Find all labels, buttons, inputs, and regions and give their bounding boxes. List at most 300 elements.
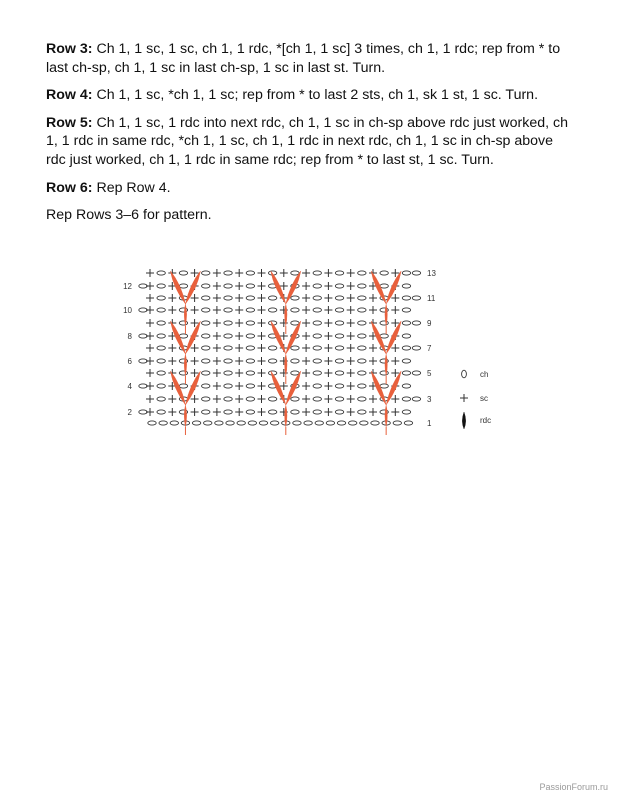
chain-stitch: [224, 384, 232, 388]
chain-stitch: [358, 284, 366, 288]
chain-stitch: [179, 271, 187, 275]
single-crochet-stitch: [369, 395, 377, 403]
chain-stitch: [246, 410, 254, 414]
chain-stitch: [313, 359, 321, 363]
chain-stitch: [291, 308, 299, 312]
single-crochet-stitch: [146, 395, 154, 403]
row-number-right: 5: [427, 369, 432, 378]
chain-stitch: [268, 397, 276, 401]
single-crochet-stitch: [168, 357, 176, 365]
single-crochet-stitch: [324, 344, 332, 352]
chain-stitch: [402, 334, 410, 338]
single-crochet-stitch: [391, 408, 399, 416]
single-crochet-stitch: [324, 319, 332, 327]
chain-stitch: [412, 397, 420, 401]
single-crochet-stitch: [347, 382, 355, 390]
chain-stitch: [335, 308, 343, 312]
single-crochet-stitch: [324, 395, 332, 403]
chart-legend: [460, 370, 491, 429]
chain-stitch: [335, 271, 343, 275]
single-crochet-stitch: [258, 357, 266, 365]
single-crochet-stitch: [258, 319, 266, 327]
crochet-stitch-chart: [110, 262, 510, 442]
single-crochet-stitch: [324, 282, 332, 290]
single-crochet-stitch: [146, 369, 154, 377]
chain-stitch: [157, 397, 165, 401]
chain-stitch: [402, 410, 410, 414]
raised-double-crochet: [385, 304, 387, 326]
chain-stitch: [139, 308, 147, 312]
single-crochet-stitch: [347, 369, 355, 377]
chain-stitch: [291, 359, 299, 363]
chain-stitch: [335, 334, 343, 338]
chain-stitch: [402, 359, 410, 363]
single-crochet-stitch: [258, 294, 266, 302]
chain-stitch: [224, 284, 232, 288]
row-number-right: 9: [427, 319, 432, 328]
single-crochet-stitch: [168, 306, 176, 314]
single-crochet-stitch: [191, 357, 199, 365]
chain-stitch: [402, 397, 410, 401]
single-crochet-stitch: [391, 395, 399, 403]
single-crochet-stitch: [235, 395, 243, 403]
chain-stitch: [360, 421, 368, 425]
chain-stitch: [268, 308, 276, 312]
single-crochet-stitch: [191, 294, 199, 302]
single-crochet-stitch: [213, 306, 221, 314]
chain-stitch: [224, 371, 232, 375]
chain-stitch: [139, 384, 147, 388]
single-crochet-stitch: [302, 269, 310, 277]
chain-stitch: [313, 410, 321, 414]
chain-stitch: [179, 371, 187, 375]
row-3-instruction: Row 3: Ch 1, 1 sc, 1 sc, ch 1, 1 rdc, *[ch 1, 1 sc] 3 times, ch 1, 1 rdc; rep from * to last ch-sp, ch 1, 1 sc in last ch-sp, 1 sc in last st. Turn.: [46, 41, 561, 76]
chain-stitch: [224, 410, 232, 414]
chain-stitch: [179, 334, 187, 338]
chain-stitch: [402, 321, 410, 325]
single-crochet-stitch: [347, 282, 355, 290]
chain-stitch: [358, 397, 366, 401]
rdc-cluster: [170, 271, 200, 334]
chain-stitch: [139, 334, 147, 338]
single-crochet-stitch: [347, 344, 355, 352]
row-number-right: 1: [427, 419, 432, 428]
single-crochet-stitch: [302, 369, 310, 377]
single-crochet-stitch: [369, 294, 377, 302]
chain-stitch: [202, 359, 210, 363]
chain-stitch: [402, 371, 410, 375]
chain-stitch: [202, 371, 210, 375]
single-crochet-stitch: [213, 344, 221, 352]
chain-stitch: [412, 346, 420, 350]
chain-stitch: [202, 308, 210, 312]
single-crochet-stitch: [258, 306, 266, 314]
pattern-instructions: [46, 40, 576, 234]
chain-stitch: [402, 296, 410, 300]
chain-stitch: [404, 421, 412, 425]
chain-stitch: [179, 284, 187, 288]
row-number-right: 11: [427, 294, 436, 303]
chain-stitch: [335, 371, 343, 375]
single-crochet-stitch: [213, 319, 221, 327]
chain-stitch: [157, 384, 165, 388]
single-crochet-stitch: [302, 344, 310, 352]
chain-stitch: [313, 308, 321, 312]
chain-stitch: [349, 421, 357, 425]
row-4-instruction: Row 4: Ch 1, 1 sc, *ch 1, 1 sc; rep from * to last 2 sts, ch 1, sk 1 st, 1 sc. Turn.: [46, 87, 539, 104]
single-crochet-stitch: [258, 408, 266, 416]
chain-stitch: [291, 371, 299, 375]
chain-stitch: [268, 359, 276, 363]
chain-stitch: [402, 271, 410, 275]
single-crochet-stitch: [258, 382, 266, 390]
single-crochet-stitch: [191, 344, 199, 352]
single-crochet-stitch: [168, 344, 176, 352]
row-number-left: 8: [127, 332, 132, 341]
rdc-cluster: [371, 271, 401, 334]
single-crochet-stitch: [347, 395, 355, 403]
single-crochet-stitch: [235, 408, 243, 416]
row-number-left: 4: [127, 382, 132, 391]
row-number-left: 10: [123, 306, 132, 315]
single-crochet-stitch: [324, 294, 332, 302]
raised-double-crochet: [385, 354, 387, 376]
chain-stitch: [246, 284, 254, 288]
chain-stitch: [202, 284, 210, 288]
chain-stitch: [313, 346, 321, 350]
single-crochet-stitch: [369, 306, 377, 314]
chain-stitch: [291, 397, 299, 401]
chain-stitch: [157, 321, 165, 325]
single-crochet-stitch: [302, 395, 310, 403]
single-crochet-stitch: [391, 294, 399, 302]
chain-stitch: [358, 334, 366, 338]
stitch-grid: [139, 269, 421, 435]
row-number-left: 12: [123, 282, 132, 291]
raised-double-crochet: [385, 405, 387, 427]
chain-stitch: [402, 346, 410, 350]
chain-stitch: [224, 334, 232, 338]
chain-stitch: [402, 308, 410, 312]
single-crochet-stitch: [347, 294, 355, 302]
chain-stitch: [380, 371, 388, 375]
chain-stitch: [335, 296, 343, 300]
raised-double-crochet: [184, 354, 186, 376]
chain-stitch: [380, 334, 388, 338]
chain-stitch: [293, 421, 301, 425]
single-crochet-stitch: [324, 332, 332, 340]
single-crochet-stitch: [235, 382, 243, 390]
chain-stitch: [335, 384, 343, 388]
chain-stitch: [268, 296, 276, 300]
single-crochet-stitch: [258, 395, 266, 403]
chain-stitch: [248, 421, 256, 425]
single-crochet-stitch: [235, 319, 243, 327]
chain-stitch: [337, 421, 345, 425]
single-crochet-stitch: [235, 344, 243, 352]
chain-stitch: [179, 321, 187, 325]
chain-stitch: [268, 346, 276, 350]
chain-stitch: [157, 308, 165, 312]
watermark: PassionForum.ru: [539, 782, 608, 792]
chain-stitch: [202, 397, 210, 401]
chain-stitch: [246, 359, 254, 363]
chain-stitch: [157, 410, 165, 414]
chain-stitch: [246, 334, 254, 338]
chain-stitch: [358, 308, 366, 312]
single-crochet-stitch: [213, 369, 221, 377]
chain-stitch: [139, 359, 147, 363]
single-crochet-stitch: [302, 382, 310, 390]
chain-stitch: [246, 296, 254, 300]
raised-double-crochet: [386, 321, 401, 354]
single-crochet-stitch: [168, 294, 176, 302]
chain-stitch: [246, 308, 254, 312]
chain-stitch: [313, 334, 321, 338]
chain-stitch: [335, 346, 343, 350]
raised-double-crochet: [386, 371, 401, 405]
chain-stitch: [157, 296, 165, 300]
chain-stitch: [157, 334, 165, 338]
chain-stitch: [246, 397, 254, 401]
row-numbers-left: [123, 282, 132, 417]
single-crochet-stitch: [347, 357, 355, 365]
raised-double-crochet: [184, 304, 186, 326]
single-crochet-stitch: [302, 332, 310, 340]
single-crochet-stitch: [391, 306, 399, 314]
chain-stitch: [224, 271, 232, 275]
single-crochet-stitch: [235, 282, 243, 290]
single-crochet-stitch: [302, 306, 310, 314]
legend-chain-icon: [462, 370, 467, 378]
chain-stitch: [202, 271, 210, 275]
single-crochet-stitch: [213, 382, 221, 390]
chain-stitch: [202, 334, 210, 338]
raised-double-crochet: [185, 371, 200, 405]
chain-stitch: [313, 397, 321, 401]
single-crochet-stitch: [191, 395, 199, 403]
single-crochet-stitch: [324, 357, 332, 365]
single-crochet-stitch: [347, 332, 355, 340]
chain-stitch: [402, 284, 410, 288]
single-crochet-stitch: [302, 319, 310, 327]
single-crochet-stitch: [369, 408, 377, 416]
single-crochet-stitch: [235, 357, 243, 365]
chain-stitch: [380, 384, 388, 388]
single-crochet-stitch: [235, 294, 243, 302]
single-crochet-stitch: [213, 269, 221, 277]
chain-stitch: [313, 321, 321, 325]
single-crochet-stitch: [324, 382, 332, 390]
chain-stitch: [170, 421, 178, 425]
chain-stitch: [358, 346, 366, 350]
chain-stitch: [335, 284, 343, 288]
row-number-left: 2: [127, 408, 132, 417]
chain-stitch: [215, 421, 223, 425]
single-crochet-stitch: [347, 408, 355, 416]
chain-stitch: [412, 296, 420, 300]
chain-stitch: [371, 421, 379, 425]
single-crochet-stitch: [302, 357, 310, 365]
raised-double-crochet: [285, 405, 287, 427]
chain-stitch: [402, 384, 410, 388]
single-crochet-stitch: [146, 344, 154, 352]
single-crochet-stitch: [391, 344, 399, 352]
chain-stitch: [202, 346, 210, 350]
chain-stitch: [246, 371, 254, 375]
single-crochet-stitch: [168, 408, 176, 416]
chain-stitch: [259, 421, 267, 425]
single-crochet-stitch: [168, 395, 176, 403]
chain-stitch: [291, 296, 299, 300]
single-crochet-stitch: [369, 344, 377, 352]
chain-stitch: [179, 384, 187, 388]
chain-stitch: [291, 321, 299, 325]
single-crochet-stitch: [235, 332, 243, 340]
chain-stitch: [412, 271, 420, 275]
raised-double-crochet: [185, 271, 200, 304]
row-numbers-right: [427, 269, 436, 428]
chain-stitch: [412, 321, 420, 325]
chain-stitch: [202, 384, 210, 388]
raised-double-crochet: [386, 271, 401, 304]
chain-stitch: [313, 271, 321, 275]
chain-stitch: [204, 421, 212, 425]
single-crochet-stitch: [258, 282, 266, 290]
single-crochet-stitch: [235, 306, 243, 314]
legend-label: sc: [480, 394, 488, 403]
chain-stitch: [380, 284, 388, 288]
legend-label: rdc: [480, 416, 492, 425]
row-6-instruction: Row 6: Rep Row 4.: [46, 179, 171, 196]
chain-stitch: [246, 346, 254, 350]
single-crochet-stitch: [146, 269, 154, 277]
chain-stitch: [157, 346, 165, 350]
single-crochet-stitch: [258, 269, 266, 277]
chain-stitch: [313, 296, 321, 300]
chain-stitch: [358, 384, 366, 388]
chain-stitch: [224, 296, 232, 300]
chain-stitch: [380, 321, 388, 325]
single-crochet-stitch: [191, 408, 199, 416]
single-crochet-stitch: [324, 269, 332, 277]
single-crochet-stitch: [191, 306, 199, 314]
legend-rdc-icon: [462, 412, 465, 429]
single-crochet-stitch: [391, 357, 399, 365]
single-crochet-stitch: [213, 408, 221, 416]
chain-stitch: [202, 410, 210, 414]
chain-stitch: [224, 308, 232, 312]
chain-stitch: [157, 359, 165, 363]
legend-label: ch: [480, 370, 489, 379]
chain-stitch: [224, 397, 232, 401]
chain-stitch: [412, 371, 420, 375]
single-crochet-stitch: [347, 269, 355, 277]
chain-stitch: [224, 321, 232, 325]
chain-stitch: [159, 421, 167, 425]
single-crochet-stitch: [213, 357, 221, 365]
single-crochet-stitch: [369, 357, 377, 365]
chain-stitch: [224, 346, 232, 350]
row-number-left: 6: [127, 357, 132, 366]
chain-stitch: [358, 410, 366, 414]
single-crochet-stitch: [213, 332, 221, 340]
chain-stitch: [313, 284, 321, 288]
chain-stitch: [326, 421, 334, 425]
single-crochet-stitch: [146, 319, 154, 327]
raised-double-crochet: [185, 321, 200, 354]
single-crochet-stitch: [347, 319, 355, 327]
chain-stitch: [315, 421, 323, 425]
single-crochet-stitch: [258, 344, 266, 352]
single-crochet-stitch: [302, 294, 310, 302]
raised-double-crochet: [462, 412, 465, 429]
single-crochet-stitch: [258, 332, 266, 340]
single-crochet-stitch: [258, 369, 266, 377]
row-5-instruction: Row 5: Ch 1, 1 sc, 1 rdc into next rdc, ch 1, 1 sc in ch-sp above rdc just worked, ch 1, 1 rdc in same rdc, *ch 1, 1 sc, ch 1, 1 rdc in next rdc, ch 1, 1 sc in ch-sp above rdc just worked, ch 1, 1 rdc in same rdc; rep from * to last st, 1 sc. Turn.: [46, 114, 569, 168]
single-crochet-stitch: [213, 395, 221, 403]
chain-stitch: [270, 421, 278, 425]
chain-stitch: [139, 410, 147, 414]
single-crochet-stitch: [324, 408, 332, 416]
chain-stitch: [192, 421, 200, 425]
chain-stitch: [291, 271, 299, 275]
chain-stitch: [157, 284, 165, 288]
single-crochet-stitch: [324, 306, 332, 314]
row-number-right: 7: [427, 344, 432, 353]
single-crochet-stitch: [235, 269, 243, 277]
chain-stitch: [224, 359, 232, 363]
chain-stitch: [358, 359, 366, 363]
chain-stitch: [291, 410, 299, 414]
chain-stitch: [237, 421, 245, 425]
chain-stitch: [313, 371, 321, 375]
row-number-right: 3: [427, 395, 432, 404]
chain-stitch: [246, 271, 254, 275]
single-crochet-stitch: [235, 369, 243, 377]
single-crochet-stitch: [146, 294, 154, 302]
chain-stitch: [291, 346, 299, 350]
chain-stitch: [313, 384, 321, 388]
chain-stitch: [358, 271, 366, 275]
chain-stitch: [157, 371, 165, 375]
raised-double-crochet: [184, 405, 186, 427]
chain-stitch: [139, 284, 147, 288]
chain-stitch: [304, 421, 312, 425]
chain-stitch: [246, 321, 254, 325]
chain-stitch: [202, 296, 210, 300]
chain-stitch: [335, 359, 343, 363]
chain-stitch: [335, 321, 343, 325]
chain-stitch: [335, 397, 343, 401]
chain-stitch: [226, 421, 234, 425]
chain-stitch: [335, 410, 343, 414]
chain-stitch: [393, 421, 401, 425]
repeat-note: Rep Rows 3–6 for pattern.: [46, 207, 212, 224]
chain-stitch: [157, 271, 165, 275]
single-crochet-stitch: [347, 306, 355, 314]
chain-stitch: [246, 384, 254, 388]
chain-stitch: [358, 296, 366, 300]
chain-stitch: [358, 371, 366, 375]
single-crochet-stitch: [324, 369, 332, 377]
single-crochet-stitch: [213, 294, 221, 302]
chain-stitch: [380, 271, 388, 275]
chain-stitch: [202, 321, 210, 325]
chain-stitch: [268, 410, 276, 414]
chain-stitch: [358, 321, 366, 325]
legend-sc-icon: [460, 394, 468, 402]
